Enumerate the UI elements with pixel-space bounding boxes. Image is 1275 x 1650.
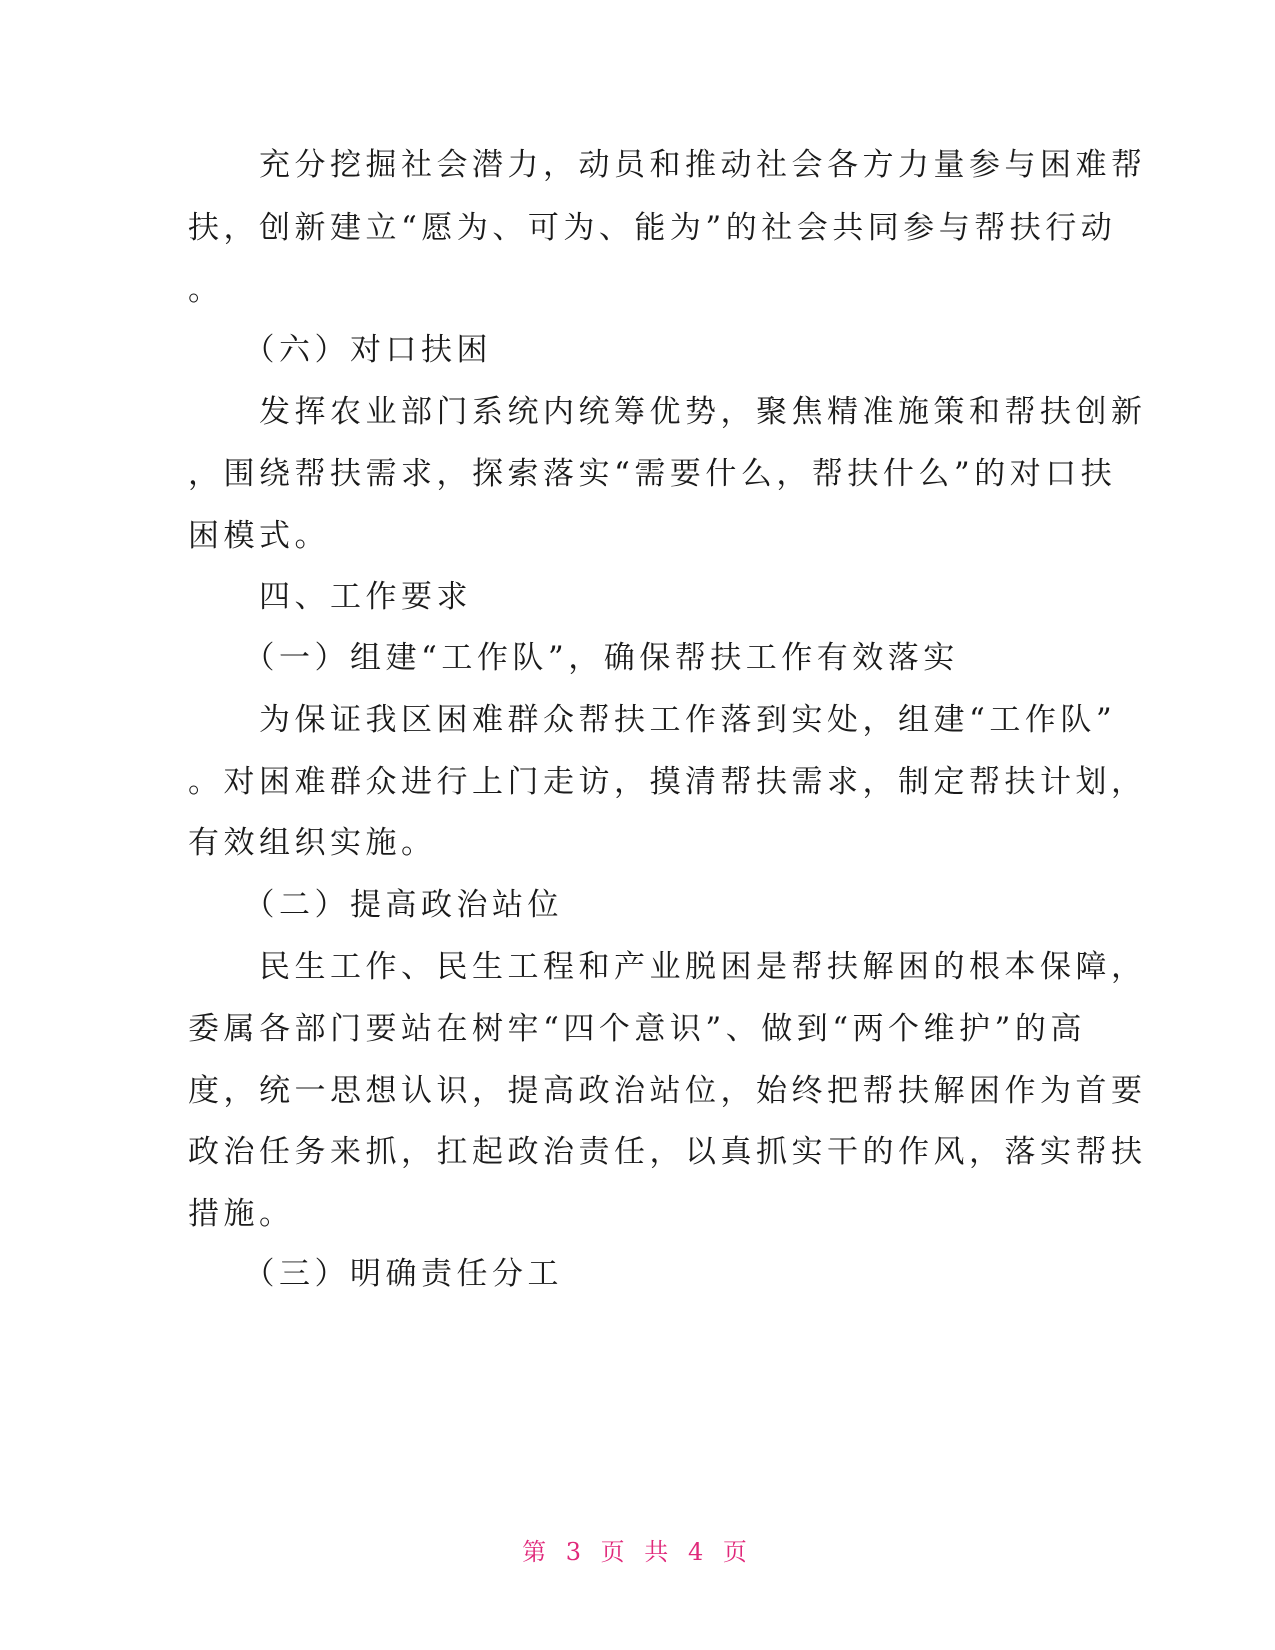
body-text-line: 有效组织实施。 bbox=[188, 825, 437, 861]
body-text-line: 。 bbox=[188, 272, 224, 308]
body-text-line: 民生工作、民生工程和产业脱困是帮扶解困的根本保障， bbox=[188, 949, 1147, 985]
body-text-line: 委属各部门要站在树牢“四个意识”、做到“两个维护”的高 bbox=[188, 1011, 1086, 1047]
body-text-line: 扶，创新建立“愿为、可为、能为”的社会共同参与帮扶行动 bbox=[188, 210, 1117, 246]
body-text-line: 。对困难群众进行上门走访，摸清帮扶需求，制定帮扶计划， bbox=[188, 764, 1147, 800]
body-text-line: 为保证我区困难群众帮扶工作落到实处，组建“工作队” bbox=[188, 702, 1117, 738]
page-number-footer: 第 3 页 共 4 页 bbox=[522, 1538, 753, 1566]
body-text-line: 措施。 bbox=[188, 1196, 295, 1232]
body-text-line: 充分挖掘社会潜力，动员和推动社会各方力量参与困难帮 bbox=[188, 147, 1147, 183]
body-text-line: 困模式。 bbox=[188, 518, 330, 554]
section-heading: （三）明确责任分工 bbox=[188, 1256, 563, 1292]
section-heading: （二）提高政治站位 bbox=[188, 887, 563, 923]
body-text-line: 政治任务来抓，扛起政治责任，以真抓实干的作风，落实帮扶 bbox=[188, 1134, 1147, 1170]
section-heading: 四、工作要求 bbox=[188, 579, 472, 615]
body-text-line: 发挥农业部门系统内统筹优势，聚焦精准施策和帮扶创新 bbox=[188, 394, 1147, 430]
body-text-line: ，围绕帮扶需求，探索落实“需要什么，帮扶什么”的对口扶 bbox=[188, 456, 1117, 492]
section-heading: （六）对口扶困 bbox=[188, 332, 492, 368]
section-heading: （一）组建“工作队”，确保帮扶工作有效落实 bbox=[188, 640, 959, 676]
body-text-line: 度，统一思想认识，提高政治站位，始终把帮扶解困作为首要 bbox=[188, 1073, 1147, 1109]
